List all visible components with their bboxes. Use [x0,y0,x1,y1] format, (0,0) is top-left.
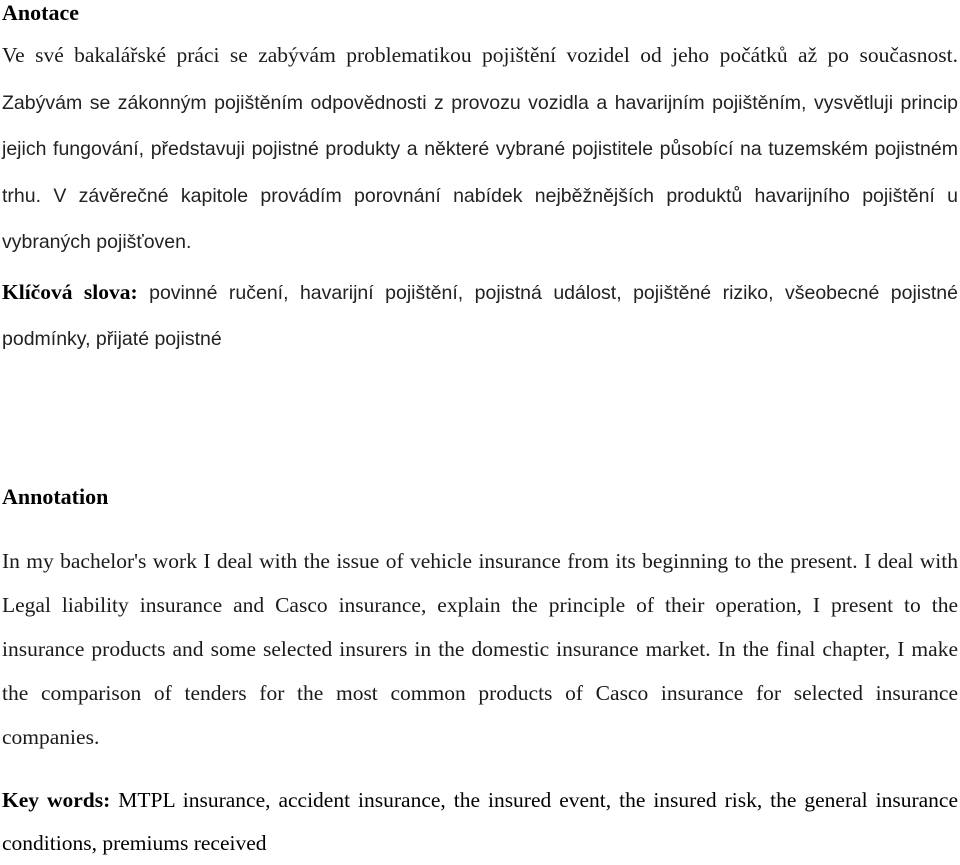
czech-abstract-paragraph [2,33,958,266]
czech-abstract-body: Zabývám se zákonným pojištěním odpovědnosti z provozu vozidla a havarijním pojištěním, vysvětluji princip jejich fungování, představuji pojistné produkty a některé vybrané pojistitele působící na tuzemském pojistném trhu. V závěrečné kapitole provádím porovnání nabídek nejběžnějších produktů havarijního pojištění u vybraných pojišťoven. [2,91,958,253]
english-abstract-paragraph: In my bachelor's work I deal with the issue of vehicle insurance from its beginning to the present. I deal with Legal liability insurance and Casco insurance, explain the principle of their operation, I present to the insurance products and some selected insurers in the domestic insurance market. In the final chapter, I make the comparison of tenders for the most common products of Casco insurance for selected insurance companies. [2,549,958,749]
czech-keywords-list: povinné ručení, havarijní pojištění, pojistná událost, pojištěné riziko, všeobecné pojistné podmínky, přijaté pojistné [2,282,958,350]
english-keywords-label: Key words: [2,788,111,812]
czech-annotation-heading: Anotace [2,0,79,25]
english-keywords-list: MTPL insurance, accident insurance, the insured event, the insured risk, the general insurance conditions, premiums received [2,788,958,855]
czech-keywords-paragraph [2,270,958,362]
english-keywords-paragraph [2,779,958,865]
czech-abstract-first-sentence: Ve své bakalářské práci se zabývám problematikou pojištění vozidel od jeho počátků až po současnost. [2,43,958,67]
czech-keywords-label: Klíčová slova: [2,280,138,304]
english-annotation-heading: Annotation [2,484,109,509]
